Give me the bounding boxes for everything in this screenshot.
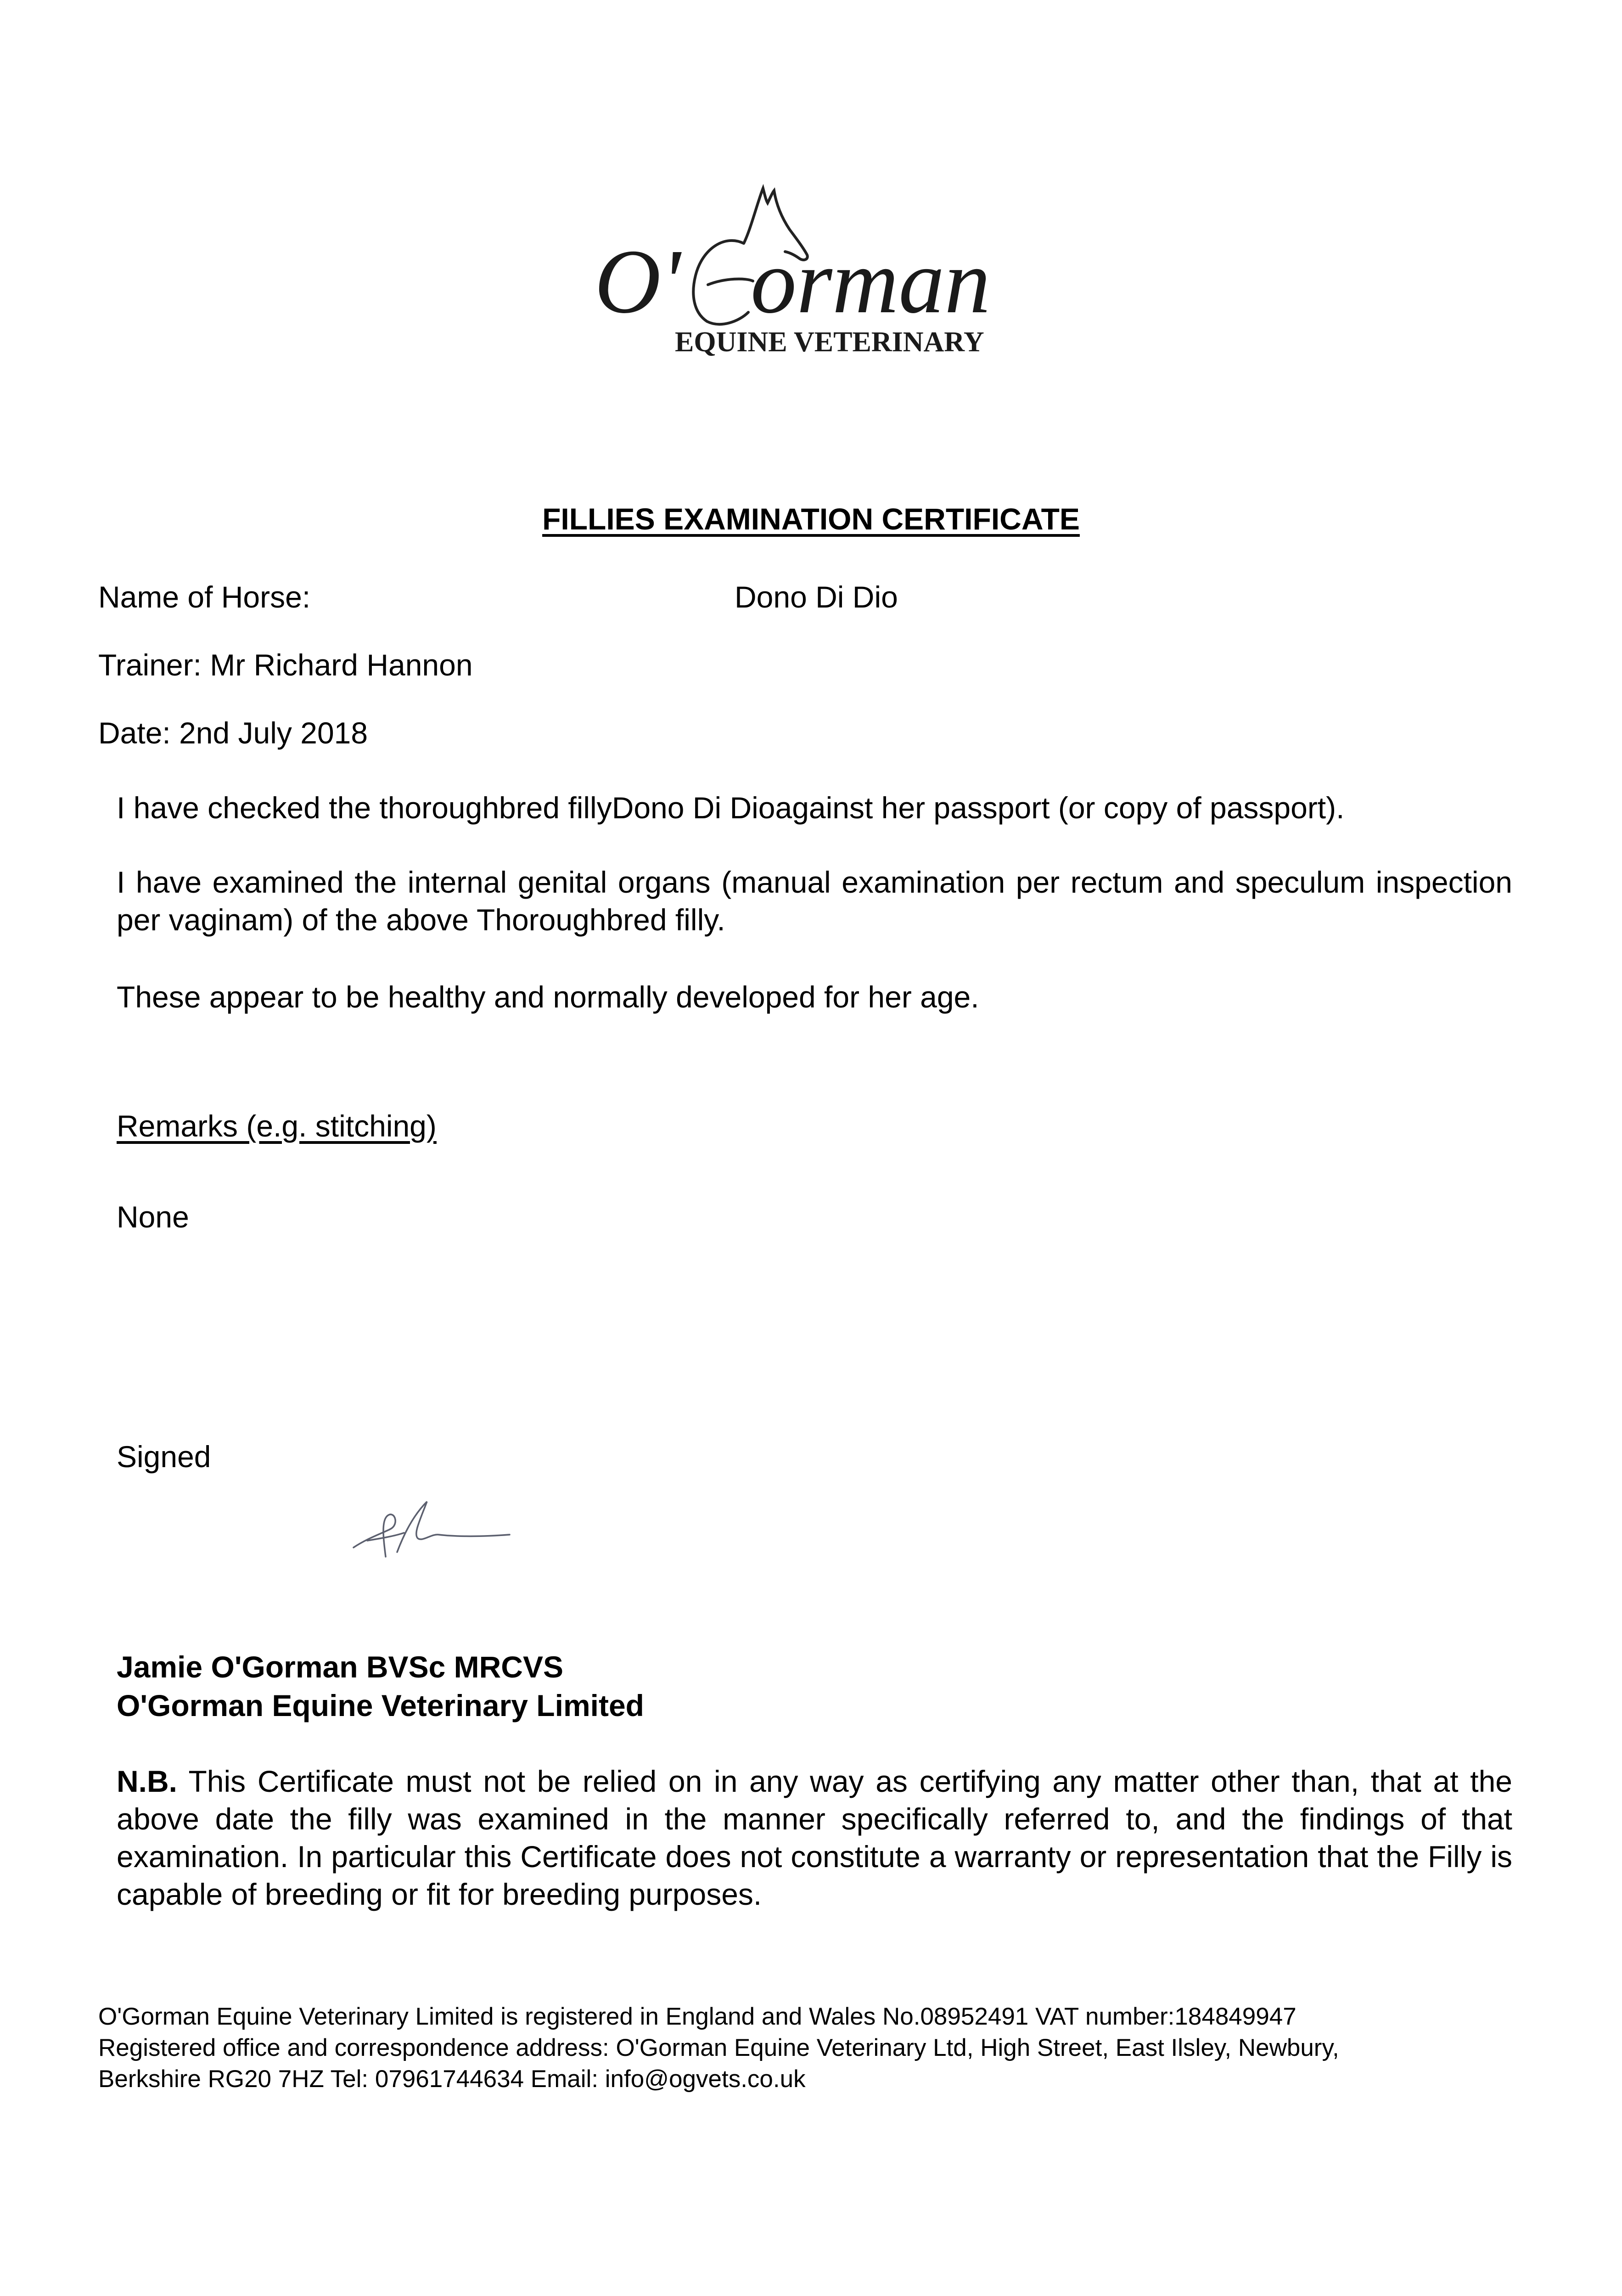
svg-text:EQUINE VETERINARY: EQUINE VETERINARY [675, 326, 984, 358]
signed-label: Signed [117, 1440, 211, 1474]
disclaimer-paragraph [117, 1762, 1512, 1913]
date-line: Date: 2nd July 2018 [98, 716, 368, 750]
horse-name-value: Dono Di Dio [735, 580, 898, 614]
signature-graphic [340, 1483, 523, 1575]
footer-address: Registered office and correspondence address: O'Gorman Equine Veterinary Ltd, High Street, East Ilsley, Newbury, [98, 2034, 1339, 2061]
signatory-company: O'Gorman Equine Veterinary Limited [117, 1688, 644, 1722]
company-logo [588, 174, 1047, 367]
remarks-heading: Remarks (e.g. stitching) [117, 1109, 437, 1143]
trainer-line: Trainer: Mr Richard Hannon [98, 648, 473, 682]
svg-text:orman: orman [751, 231, 991, 332]
remarks-value: None [117, 1200, 189, 1234]
disclaimer-lead: N.B. [117, 1764, 177, 1798]
ogorman-logo-graphic [588, 174, 1047, 367]
disclaimer-text: This Certificate must not be relied on in any way as certifying any matter other than, that at the above date the filly was examined in the manner specifically referred to, and the findings of that examination. In particular this Certificate does not constitute a warranty or representation that the Filly is capable of breeding or fit for breeding purposes. [117, 1764, 1512, 1911]
passport-check-paragraph: I have checked the thoroughbred fillyDono Di Dioagainst her passport (or copy of passport). [117, 791, 1345, 825]
horse-name-label: Name of Horse: [98, 580, 311, 614]
signature-image [340, 1483, 523, 1575]
certificate-title: FILLIES EXAMINATION CERTIFICATE [542, 502, 1080, 536]
signatory-name: Jamie O'Gorman BVSc MRCVS [117, 1650, 563, 1684]
footer-registration: O'Gorman Equine Veterinary Limited is registered in England and Wales No.08952491 VAT number:184849947 [98, 2003, 1296, 2030]
svg-text:O': O' [595, 231, 681, 332]
examination-paragraph: I have examined the internal genital organs (manual examination per rectum and speculum inspection per vaginam) of the above Thoroughbred filly. [117, 865, 1512, 937]
health-paragraph: These appear to be healthy and normally developed for her age. [117, 980, 979, 1014]
footer-contact: Berkshire RG20 7HZ Tel: 07961744634 Email: info@ogvets.co.uk [98, 2065, 806, 2093]
